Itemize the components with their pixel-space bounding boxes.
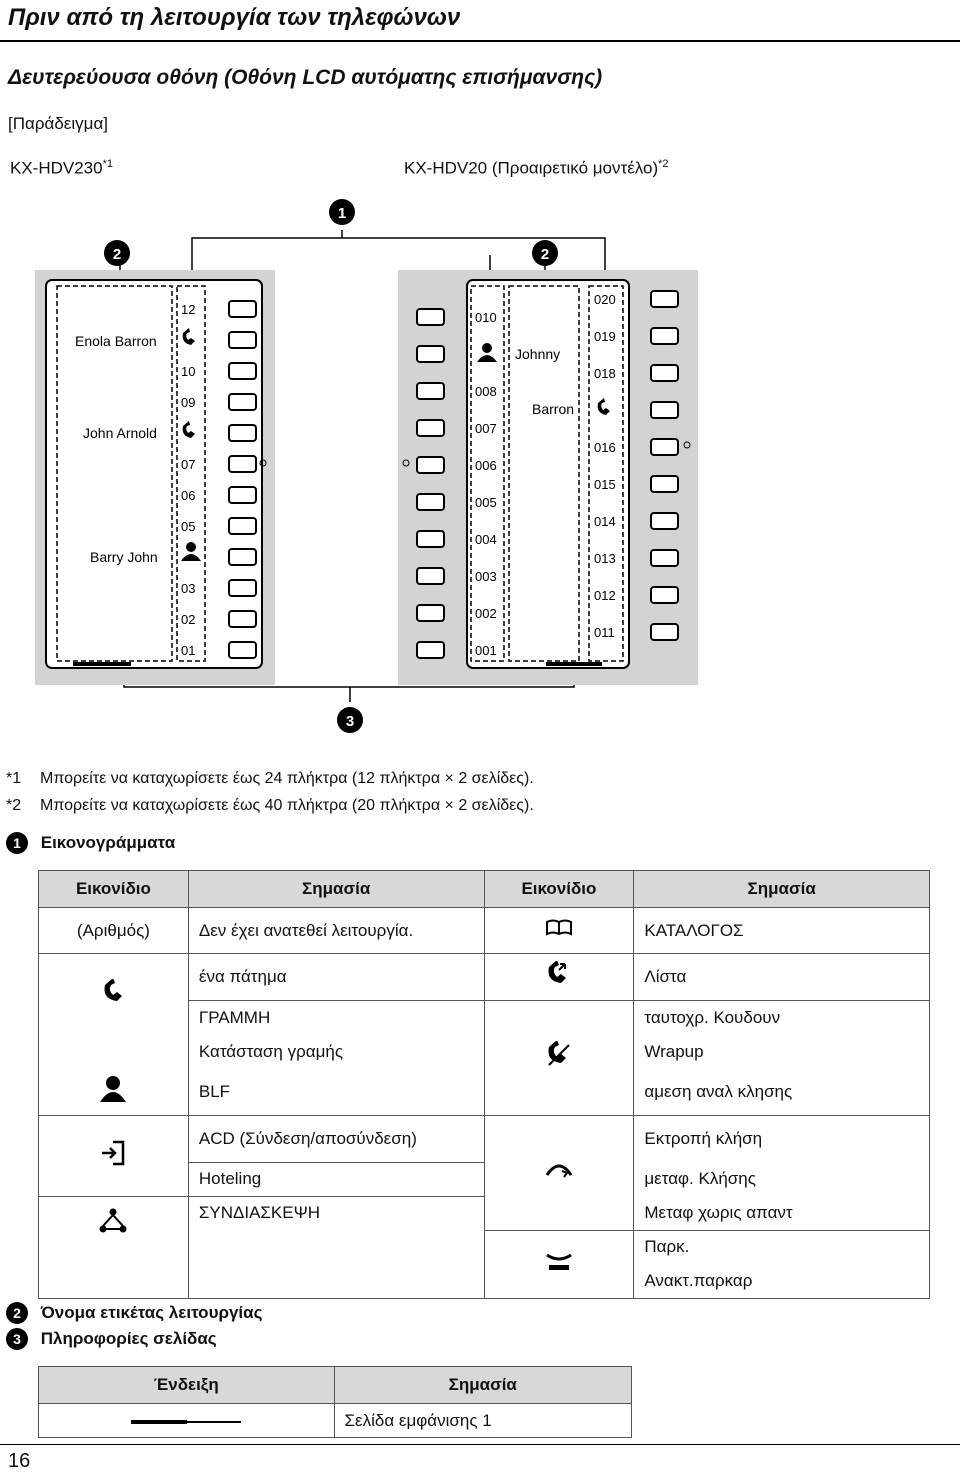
meaning-park-retrieve: Ανακτ.παρκαρ [634, 1264, 930, 1298]
directory-book-icon [484, 908, 634, 954]
page-info-header-indicator: Ένδειξη [39, 1367, 335, 1404]
footnote-1 [6, 770, 534, 788]
callout-2-left-number: 2 [112, 246, 122, 263]
icons-heading-marker: 1 [6, 832, 28, 854]
programmable-key-button[interactable] [651, 402, 678, 418]
programmable-key-button[interactable] [417, 494, 444, 510]
meaning-park: Παρκ. [634, 1230, 930, 1264]
page-info-meaning: Σελίδα εμφάνισης 1 [334, 1404, 631, 1438]
section-title: Δευτερεύουσα οθόνη (Οθόνη LCD αυτόματης επισήμανσης) [8, 66, 603, 89]
programmable-key-button[interactable] [229, 611, 256, 627]
meaning-call-log: Λίστα [634, 954, 930, 1001]
page-indicator-right [546, 662, 602, 666]
key-number-label: 020 [594, 292, 616, 307]
footnote-2 [6, 797, 534, 815]
programmable-key-button[interactable] [651, 328, 678, 344]
programmable-key-button[interactable] [229, 642, 256, 658]
meaning-line: ΓΡΑΜΜΗ [188, 1001, 484, 1035]
legend-3-text: Πληροφορίες σελίδας [40, 1329, 217, 1348]
programmable-key-button[interactable] [229, 456, 256, 472]
key-number-label: 014 [594, 514, 616, 529]
blf-icon [39, 1069, 189, 1116]
key-number-label: 015 [594, 477, 616, 492]
model-right-name: KX-HDV20 (Προαιρετικό μοντέλο) [404, 158, 659, 178]
key-number-label: 06 [181, 488, 196, 503]
programmable-key-button[interactable] [651, 513, 678, 529]
page-number: 16 [8, 1450, 31, 1472]
page-indicator-left [73, 662, 131, 666]
key-number-label: 12 [181, 302, 196, 317]
programmable-key-button[interactable] [229, 549, 256, 565]
meaning-hoteling: Hoteling [188, 1162, 484, 1196]
model-left-label [10, 158, 113, 179]
meaning-blf: BLF [188, 1069, 484, 1116]
programmable-key-button[interactable] [651, 587, 678, 603]
key-number-label: 10 [181, 364, 196, 379]
phone-diagram [0, 190, 960, 740]
key-number-label: 004 [475, 532, 497, 547]
legend-item-2 [6, 1302, 262, 1324]
meaning-conference: ΣΥΝΔΙΑΣΚΕΨΗ [188, 1196, 484, 1298]
key-number-label: 03 [181, 581, 196, 596]
programmable-key-button[interactable] [417, 309, 444, 325]
footnote-1-mark: *1 [6, 770, 22, 787]
page-indicator-icon [39, 1404, 335, 1438]
page-info-table [38, 1366, 632, 1438]
call-transfer-icon [484, 1115, 634, 1230]
programmable-key-button[interactable] [651, 550, 678, 566]
programmable-key-button[interactable] [417, 568, 444, 584]
key-number-label: 09 [181, 395, 196, 410]
icons-table-header [39, 871, 930, 908]
legend-3-marker: 3 [6, 1328, 28, 1350]
programmable-key-button[interactable] [651, 291, 678, 307]
number-cell: (Αριθμός) [39, 908, 189, 954]
page-header-title: Πριν από τη λειτουργία των τηλεφώνων [8, 4, 461, 31]
programmable-key-button[interactable] [417, 420, 444, 436]
legend-2-text: Όνομα ετικέτας λειτουργίας [40, 1303, 263, 1322]
legend-2-marker: 2 [6, 1302, 28, 1324]
programmable-key-button[interactable] [417, 605, 444, 621]
icons-heading [6, 832, 175, 854]
footnote-2-mark: *2 [6, 797, 22, 814]
key-number-label: 05 [181, 519, 196, 534]
key-number-label: 011 [594, 625, 615, 640]
header-meaning-2: Σημασία [634, 871, 930, 908]
header-icon-2: Εικονίδιο [484, 871, 634, 908]
key-number-label: 008 [475, 384, 497, 399]
key-number-label: 005 [475, 495, 497, 510]
meaning-line-status: Κατάσταση γραμής [188, 1035, 484, 1069]
model-left-note: *1 [102, 158, 114, 170]
header-rule [0, 40, 960, 42]
key-number-label: 003 [475, 569, 497, 584]
key-number-label: 010 [475, 310, 497, 325]
key-number-label: 02 [181, 612, 196, 627]
programmable-key-button[interactable] [229, 580, 256, 596]
key-number-label: 013 [594, 551, 616, 566]
model-right-note: *2 [658, 158, 669, 170]
meaning-acd: ACD (Σύνδεση/αποσύνδεση) [188, 1115, 484, 1162]
programmable-key-button[interactable] [229, 487, 256, 503]
key-number-label: 018 [594, 366, 616, 381]
key-number-label: 07 [181, 457, 196, 472]
programmable-key-button[interactable] [229, 425, 256, 441]
label-johnny: Johnny [515, 346, 561, 362]
key-number-label: 002 [475, 606, 497, 621]
example-label: [Παράδειγμα] [8, 114, 108, 133]
acd-login-icon [39, 1115, 189, 1196]
model-left-name: KX-HDV230 [10, 158, 103, 178]
programmable-key-button[interactable] [417, 457, 444, 473]
key-number-label: 019 [594, 329, 616, 344]
model-right-label [404, 158, 669, 179]
programmable-key-button[interactable] [229, 301, 256, 317]
line-icon-cell-continued [39, 1035, 189, 1069]
programmable-key-button[interactable] [229, 332, 256, 348]
callout-2-right-number: 2 [540, 246, 550, 263]
callout-1-number: 1 [337, 205, 347, 222]
label-john-arnold: John Arnold [83, 425, 157, 441]
meaning-blind-transfer: Μεταφ χωρις απαντ [634, 1196, 930, 1230]
page-info-header [39, 1367, 632, 1404]
meaning-direct-pickup: αμεση αναλ κλησης [634, 1069, 930, 1116]
label-enola-barron: Enola Barron [75, 333, 157, 349]
key-number-label: 012 [594, 588, 616, 603]
meaning-unassigned: Δεν έχει ανατεθεί λειτουργία. [188, 908, 484, 954]
callout-3-number: 3 [345, 713, 355, 730]
programmable-key-button[interactable] [417, 346, 444, 362]
legend-item-3 [6, 1328, 217, 1350]
table-row [39, 954, 930, 1001]
footer-rule [0, 1444, 960, 1445]
meaning-wrapup: Wrapup [634, 1035, 930, 1069]
wrapup-icon [484, 1001, 634, 1116]
programmable-key-button[interactable] [417, 531, 444, 547]
key-number-label: 001 [475, 643, 497, 658]
icons-table [38, 870, 930, 1299]
programmable-key-button[interactable] [229, 518, 256, 534]
programmable-key-button[interactable] [417, 642, 444, 658]
meaning-ring-group: ταυτοχρ. Κουδουν [634, 1001, 930, 1035]
footnote-2-text: Μπορείτε να καταχωρίσετε έως 40 πλήκτρα (20 πλήκτρα × 2 σελίδες). [40, 797, 534, 814]
call-log-icon [484, 954, 634, 1001]
conference-icon [39, 1196, 189, 1298]
key-number-label: 007 [475, 421, 497, 436]
header-meaning-1: Σημασία [188, 871, 484, 908]
table-row [39, 1115, 930, 1162]
meaning-directory: ΚΑΤΑΛΟΓΟΣ [634, 908, 930, 954]
programmable-key-button[interactable] [651, 365, 678, 381]
table-row [39, 1404, 632, 1438]
label-barron: Barron [532, 401, 575, 417]
label-barry-john: Barry John [90, 549, 158, 565]
key-number-label: 01 [181, 643, 196, 658]
programmable-key-button[interactable] [229, 363, 256, 379]
footnote-1-text: Μπορείτε να καταχωρίσετε έως 24 πλήκτρα (12 πλήκτρα × 2 σελίδες). [40, 770, 534, 787]
meaning-transfer: μεταφ. Κλήσης [634, 1162, 930, 1196]
park-icon [484, 1230, 634, 1298]
programmable-key-button[interactable] [651, 439, 678, 455]
programmable-key-button[interactable] [417, 383, 444, 399]
key-number-label: 006 [475, 458, 497, 473]
meaning-one-touch: ένα πάτημα [188, 954, 484, 1001]
page-info-header-meaning: Σημασία [334, 1367, 631, 1404]
icons-heading-text: Εικονογράμματα [40, 833, 176, 852]
programmable-key-button[interactable] [651, 476, 678, 492]
key-number-label: 016 [594, 440, 616, 455]
header-icon-1: Εικονίδιο [39, 871, 189, 908]
table-row [39, 908, 930, 954]
programmable-key-button[interactable] [229, 394, 256, 410]
meaning-forward: Εκτροπή κλήση [634, 1115, 930, 1162]
programmable-key-button[interactable] [651, 624, 678, 640]
one-touch-line-icon [39, 954, 189, 1035]
